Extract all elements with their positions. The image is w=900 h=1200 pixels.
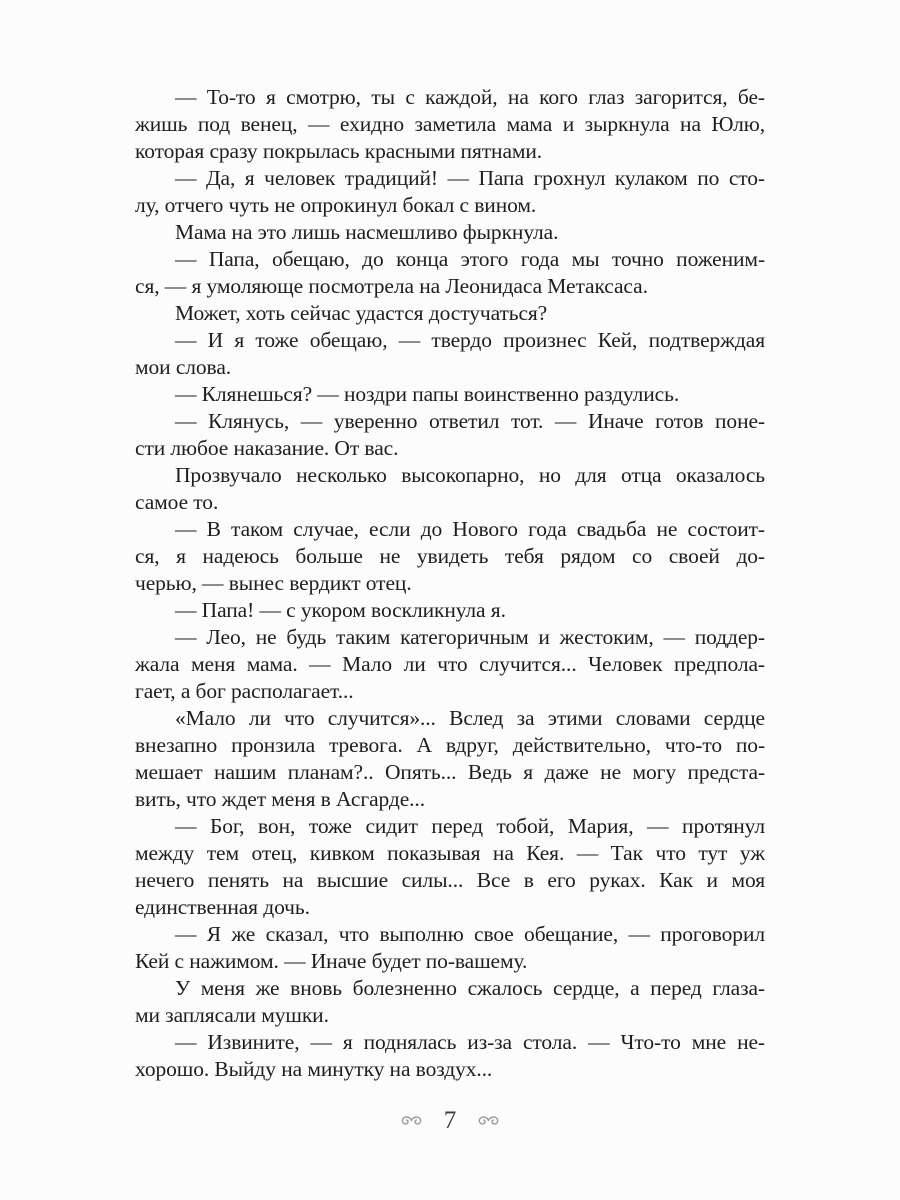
paragraph [135,624,765,705]
text-line: Кей с нажимом. — Иначе будет по-вашему. [135,949,528,973]
text-line: — Папа! — с укором воскликнула я. [175,598,506,622]
paragraph [135,813,765,921]
text-line: единственная дочь. [135,895,310,919]
text-line: которая сразу покрылась красными пятнами. [135,139,543,163]
text-line: вить, что ждет меня в Асгарде... [135,787,425,811]
text-line: мои слова. [135,355,232,379]
text-line: — В таком случае, если до Нового года свадьба не состоит- [175,517,765,541]
text-line: сти любое наказание. От вас. [135,436,399,460]
paragraph [135,462,765,516]
text-line: — Бог, вон, тоже сидит перед тобой, Мария, — протянул [175,814,765,838]
text-line: ся, — я умоляюще посмотрела на Леонидаса Метаксаса. [135,274,648,298]
paragraph [135,165,765,219]
text-line: жала меня мама. — Мало ли что случится... Человек предпола- [135,652,765,676]
text-line: — Да, я человек традиций! — Папа грохнул кулаком по сто- [175,166,765,190]
text-line: — То-то я смотрю, ты с каждой, на кого глаз загорится, бе- [175,85,765,109]
text-line: нечего пенять на высшие силы... Все в его руках. Как и моя [135,868,765,892]
text-line: гает, а бог располагает... [135,679,354,703]
text-line: жишь под венец, — ехидно заметила мама и зыркнула на Юлю, [135,112,765,136]
text-line: между тем отец, кивком показывая на Кея. — Так что тут уж [135,841,765,865]
paragraph [135,975,765,1029]
paragraph [135,1029,765,1083]
text-line: — Папа, обещаю, до конца этого года мы точно поженим- [175,247,765,271]
text-line: — И я тоже обещаю, — твердо произнес Кей, подтверждая [175,328,765,352]
paragraph [135,597,765,624]
text-line: ся, я надеюсь больше не увидеть тебя рядом со своей до- [135,544,765,568]
page-text [135,84,765,1083]
paragraph [135,921,765,975]
text-line: — Клянешься? — ноздри папы воинственно раздулись. [175,382,680,406]
paragraph [135,381,765,408]
paragraph [135,408,765,462]
paragraph [135,327,765,381]
text-line: ми заплясали мушки. [135,1003,329,1027]
text-line: черью, — вынес вердикт отец. [135,571,412,595]
fleuron-right-icon [476,1114,500,1128]
paragraph [135,516,765,597]
text-line: — Извините, — я поднялась из-за стола. — Что-то мне не- [175,1030,765,1054]
paragraph [135,705,765,813]
text-line: хорошо. Выйду на минутку на воздух... [135,1057,493,1081]
text-line: — Клянусь, — уверенно ответил тот. — Иначе готов поне- [175,409,765,433]
text-line: — Лео, не будь таким категоричным и жестоким, — поддер- [175,625,765,649]
page-footer [0,1106,900,1136]
paragraph [135,300,765,327]
text-line: мешает нашим планам?.. Опять... Ведь я даже не могу предста- [135,760,765,784]
paragraph [135,246,765,300]
text-line: лу, отчего чуть не опрокинул бокал с вином. [135,193,537,217]
paragraph [135,219,765,246]
page-number: 7 [443,1107,457,1134]
paragraph [135,84,765,165]
text-line: самое то. [135,490,219,514]
text-line: Может, хоть сейчас удастся достучаться? [175,301,548,325]
text-line: Прозвучало несколько высокопарно, но для отца оказалось [175,463,765,487]
text-line: внезапно пронзила тревога. А вдруг, действительно, что-то по- [135,733,765,757]
text-line: «Мало ли что случится»... Вслед за этими словами сердце [175,706,765,730]
text-line: У меня же вновь болезненно сжалось сердце, а перед глаза- [175,976,765,1000]
text-line: — Я же сказал, что выполню свое обещание, — проговорил [175,922,765,946]
fleuron-left-icon [400,1114,424,1128]
text-line: Мама на это лишь насмешливо фыркнула. [175,220,559,244]
